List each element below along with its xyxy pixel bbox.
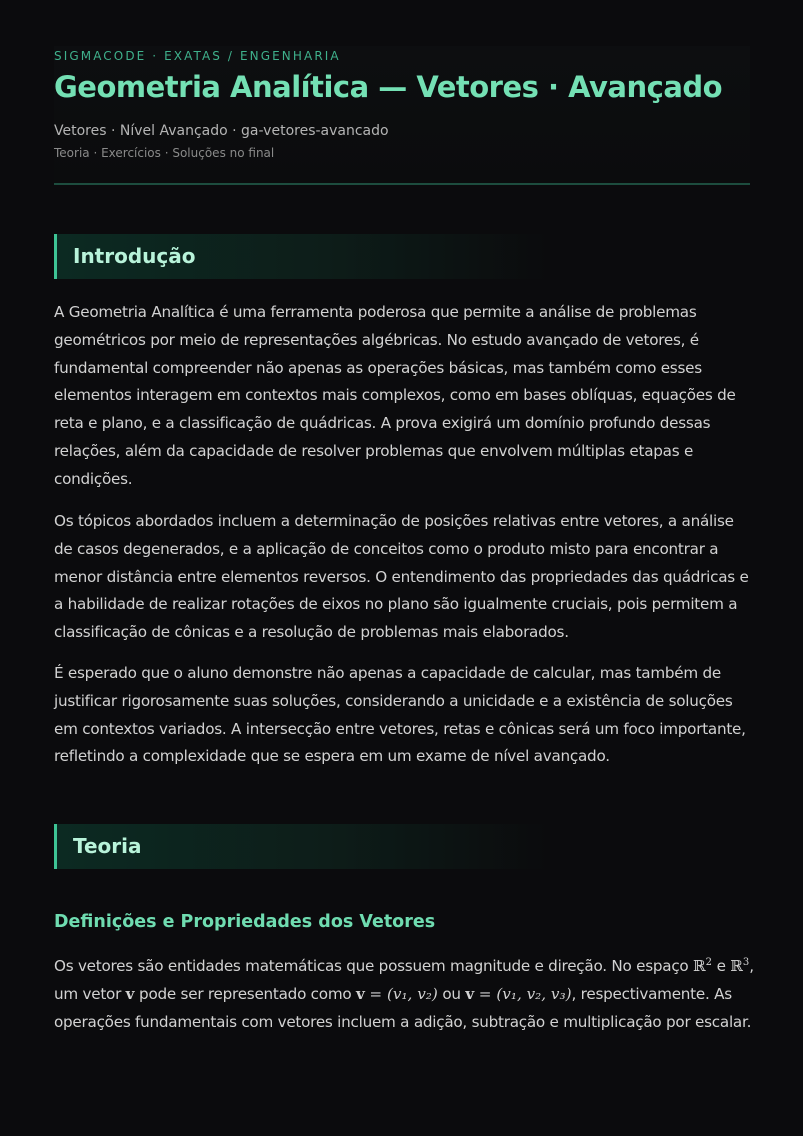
intro-paragraph: A Geometria Analítica é uma ferramenta poderosa que permite a análise de problemas geométricos por meio de representações algébricas. No estudo avançado de vetores, é fundamental compreender não apenas as operações básicas, mas também como esses elementos interagem em contextos mais complexos, como em bases oblíquas, equações de reta e plano, e a classificação de quádricas. A prova exigirá um domínio profundo dessas relações, além da capacidade de resolver problemas que envolvem múltiplas etapas e condições. <box>54 303 736 488</box>
text-run: , respectivamente. As operações fundamentais com vetores incluem a adição, subtração e multiplicação por escalar. <box>54 984 752 1031</box>
section-heading-teoria: Teoria <box>73 834 142 858</box>
intro-paragraph: É esperado que o aluno demonstre não apenas a capacidade de calcular, mas também de justificar rigorosamente suas soluções, considerando a unicidade e a existência de soluções em contextos variados. A intersecção entre vetores, retas e cônicas será um foco importante, refletindo a complexidade que se espera em um exame de nível avançado. <box>54 664 746 766</box>
intro-paragraph: Os tópicos abordados incluem a determinação de posições relativas entre vetores, a análise de casos degenerados, e a aplicação de conceitos como o produto misto para encontrar a menor distância entre elementos reversos. O entendimento das propriedades das quádricas e a habilidade de realizar rotações de eixos no plano são igualmente cruciais, pois permitem a classificação de cônicas e a resolução de problemas mais elaborados. <box>54 512 749 642</box>
math-r2: ℝ$^2$ <box>693 956 713 975</box>
math-r3: ℝ$^3$ <box>730 956 750 975</box>
section-heading-introducao: Introdução <box>73 244 196 268</box>
text-run: e <box>712 957 731 975</box>
meta-line: Vetores · Nível Avançado · ga-vetores-avancado <box>54 123 389 139</box>
text-run: pode ser representado como <box>134 984 356 1003</box>
page-title: Geometria Analítica — Vetores · Avançado <box>54 70 723 104</box>
theory-paragraph <box>54 953 754 1036</box>
math-vector-v: v <box>465 984 475 1003</box>
section-banner-introducao <box>54 234 547 279</box>
math-vector-3d: = (v₁, v₂, v₃) <box>478 984 572 1003</box>
text-run: Os vetores são entidades matemáticas que possuem magnitude e direção. No espaço <box>54 957 694 975</box>
subsection-heading: Definições e Propriedades dos Vetores <box>54 912 436 932</box>
section-banner-teoria <box>54 824 547 869</box>
submeta-line: Teoria · Exercícios · Soluções no final <box>54 146 275 160</box>
math-vector-v: v <box>125 984 135 1003</box>
eyebrow-label: SIGMACODE · EXATAS / ENGENHARIA <box>54 49 341 63</box>
document-header <box>54 46 750 185</box>
math-vector-2d: = (v₁, v₂) <box>369 984 438 1003</box>
text-run: , um vetor <box>54 957 754 1003</box>
math-vector-v: v <box>356 984 365 1003</box>
text-run: ou <box>437 984 466 1003</box>
